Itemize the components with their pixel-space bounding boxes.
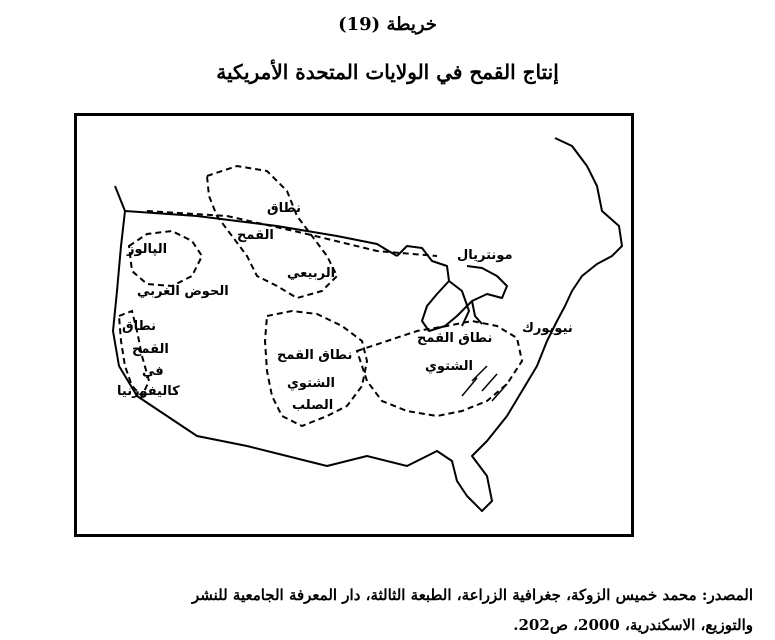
source-citation [53, 580, 753, 640]
label-hard-winter-1: نطاق القمح [277, 348, 353, 363]
label-california-2: القمح [132, 342, 169, 357]
label-new-york: نيويورك [522, 321, 573, 336]
palouse-zone [129, 231, 202, 286]
label-soft-winter-1: نطاق القمح [417, 331, 493, 346]
label-montreal: مونتريال [457, 248, 513, 263]
label-spring-2: القمح [237, 228, 274, 243]
label-california-1: نطاق [122, 319, 157, 334]
label-california-3: في [142, 364, 164, 379]
page-title: إنتاج القمح في الولايات المتحدة الأمريكية [216, 60, 559, 84]
label-hard-winter-2: الشتوي [287, 376, 335, 391]
map-number: خريطة (19) [338, 14, 437, 35]
boundary-line [147, 211, 437, 256]
source-line-1: المصدر: محمد خميس الزوكة، جغرافية الزراعة، الطبعة الثالثة، دار المعرفة الجامعية للنشر [191, 586, 753, 604]
label-spring-1: نطاق [267, 201, 302, 216]
source-line-2: والتوزيع، الاسكندرية، 2000، ص202. [513, 616, 753, 634]
map-frame [74, 113, 634, 537]
label-soft-winter-2: الشتوي [425, 359, 473, 374]
label-california-4: كاليفورنيا [117, 384, 180, 399]
label-spring-3: الربيعي [287, 266, 336, 281]
label-palouse-2: الحوض الغربي [137, 284, 229, 299]
label-hard-winter-3: الصلب [292, 398, 334, 413]
label-palouse-1: الپالوز [127, 242, 168, 257]
